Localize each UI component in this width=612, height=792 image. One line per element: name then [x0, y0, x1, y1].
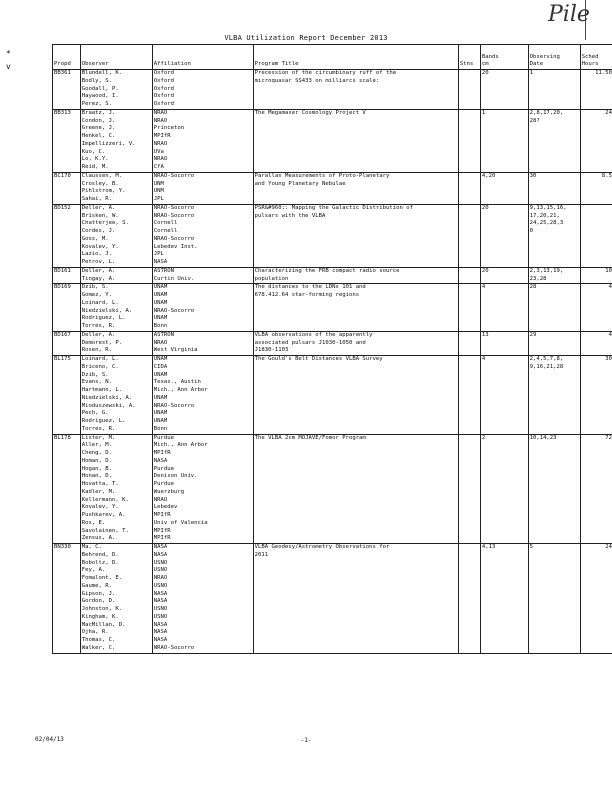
cell-observers-line: Hovatta, T.	[81, 481, 119, 487]
cell-observers-line: Ojha, R.	[81, 629, 109, 636]
cell-affiliations	[152, 70, 253, 110]
cell-affiliations	[152, 204, 253, 267]
cell-observers-line: Aller, M.	[81, 442, 113, 449]
cell-affiliations-line: NASA	[153, 457, 168, 464]
cell-dates-line: 24,25,28,3	[529, 220, 564, 227]
cell-dates	[528, 70, 580, 110]
cell-bands: 20	[480, 204, 528, 267]
cell-affiliations-line: NASA	[153, 637, 168, 643]
cell-program-title	[253, 284, 458, 332]
cell-bands: 4,20	[480, 172, 528, 204]
cell-affiliations-line: NRAO	[153, 156, 168, 163]
cell-bands: 4	[480, 284, 528, 332]
cell-program-title	[253, 356, 458, 435]
cell-program-title-line: PSR&#960;: Mapping the Galactic Distribution of	[254, 204, 413, 211]
cell-affiliations-line: NRAO-Socorro	[153, 204, 195, 211]
cell-stns	[458, 172, 480, 204]
cell-program-title-line: Precession of the circumbinary ruff of the	[254, 70, 397, 76]
cell-observers-line: Impellizzeri, V.	[81, 140, 136, 147]
cell-affiliations-line: Purdue	[153, 434, 174, 441]
cell-affiliations-line: Mich., Ann Arbor	[153, 442, 208, 449]
cell-observers	[80, 70, 152, 110]
cell-affiliations-line: UNAM	[153, 410, 168, 417]
cell-program-title	[253, 544, 458, 654]
cell-affiliations-line: NASA	[153, 259, 168, 265]
cell-stns	[458, 267, 480, 284]
cell-observers-line: Lister, M.	[81, 434, 116, 441]
header-dates: Observing Date	[528, 45, 580, 70]
cell-affiliations-line: USNO	[153, 567, 168, 574]
header-bands: Bands cm	[480, 45, 528, 70]
cell-observers-line: Goss, M.	[81, 235, 109, 242]
cell-stns	[458, 109, 480, 172]
cell-hours: 24	[580, 544, 612, 654]
cell-observers	[80, 434, 152, 544]
cell-observers-line: Dzib, S.	[81, 284, 109, 291]
cell-affiliations-line: NRAO-Socorro	[153, 212, 195, 219]
cell-observers-line: Gaume, R.	[81, 582, 113, 589]
cell-dates-line: 9,13,15,16,	[529, 204, 567, 211]
cell-dates	[528, 434, 580, 544]
footer-date: 02/04/13	[35, 736, 64, 743]
cell-affiliations-line: West Virginia	[153, 347, 198, 354]
cell-program-title	[253, 434, 458, 544]
cell-stns	[458, 331, 480, 355]
cell-observers-line: Kovalev, Y.	[81, 243, 119, 250]
cell-dates-line: 2,4,5,7,8,	[529, 356, 564, 362]
cell-affiliations-line: NRAO	[153, 496, 168, 503]
cell-observers-line: Torres, R.	[81, 425, 116, 432]
margin-mark: *	[6, 49, 11, 58]
cell-program-title-line: VLBA observations of the apparently	[254, 331, 373, 338]
cell-observers-line: Kadler, M.	[81, 488, 116, 495]
cell-program-title-line: Parallax Measurements of Proto-Planetary	[254, 172, 390, 179]
cell-affiliations-line: Princeton	[153, 125, 185, 132]
cell-dates	[528, 109, 580, 172]
cell-observers-line: Perez, S.	[81, 101, 113, 107]
cell-affiliations-line: NASA	[153, 551, 168, 558]
cell-observers-line: Deller, A.	[81, 331, 116, 338]
cell-affiliations-line: NRAO-Socorro	[153, 644, 195, 651]
cell-program-title-line: Characterizing the FRB compact radio source	[254, 267, 400, 274]
cell-stns	[458, 544, 480, 654]
margin-marks	[6, 47, 11, 73]
cell-observers-line: Fomalont, E.	[81, 575, 123, 581]
cell-bands: 4	[480, 356, 528, 435]
cell-observers-line: Cordes, J.	[81, 228, 116, 234]
cell-hours	[580, 204, 612, 267]
cell-dates-line: 30	[529, 172, 537, 179]
cell-observers-line: Bodly, S.	[81, 77, 113, 84]
cell-proposal: BC170	[53, 172, 81, 204]
cell-dates-line: 29	[529, 331, 537, 338]
cell-program-title-line: The distances to the LDNs 101 and	[254, 284, 366, 291]
cell-dates	[528, 331, 580, 355]
table-row	[53, 544, 612, 654]
cell-affiliations-line: Denison Univ.	[153, 473, 198, 480]
cell-observers-line: Savolainen, T.	[81, 527, 129, 534]
cell-observers-line: Demorest, P.	[81, 339, 123, 346]
cell-affiliations-line: UNM	[153, 180, 164, 187]
cell-proposal: BD167	[53, 331, 81, 355]
cell-hours: 24	[580, 109, 612, 172]
cell-observers-line: Deller, A.	[81, 267, 116, 274]
cell-affiliations-line: NASA	[153, 621, 168, 628]
cell-observers-line: Henkel, C.	[81, 133, 116, 139]
cell-dates-line: 9,16,21,28	[529, 363, 564, 370]
cell-affiliations-line: Univ of Valencia	[153, 519, 208, 526]
header-hours: Sched Hours	[580, 45, 612, 70]
header-title: Program Title	[253, 45, 458, 70]
document-title: VLBA Utilization Report December 2013	[224, 34, 388, 42]
cell-affiliations-line: USNO	[153, 559, 168, 566]
cell-observers-line: Johnston, K.	[81, 606, 123, 612]
cell-observers-line: Kellermann, K.	[81, 496, 129, 503]
cell-affiliations-line: Bonn	[153, 425, 168, 432]
cell-bands: 20	[480, 70, 528, 110]
cell-affiliations-line: UNM	[153, 188, 164, 195]
cell-affiliations-line: USNO	[153, 613, 168, 620]
cell-dates-line: 23,28	[529, 275, 547, 282]
table-row	[53, 204, 612, 267]
table-row	[53, 109, 612, 172]
table-header-row	[53, 45, 612, 70]
cell-affiliations-line: UNAM	[153, 315, 168, 322]
cell-affiliations	[152, 284, 253, 332]
page-number: -1-	[300, 737, 312, 744]
cell-affiliations	[152, 267, 253, 284]
cell-dates	[528, 284, 580, 332]
cell-proposal: BD161	[53, 267, 81, 284]
cell-observers	[80, 267, 152, 284]
table-row	[53, 284, 612, 332]
cell-affiliations-line: NASA	[153, 598, 168, 605]
cell-observers-line: Briceno, C.	[81, 363, 119, 370]
cell-stns	[458, 204, 480, 267]
cell-affiliations	[152, 434, 253, 544]
cell-observers	[80, 331, 152, 355]
cell-affiliations-line: UNAM	[153, 299, 168, 306]
cell-bands: 20	[480, 267, 528, 284]
cell-program-title-line: associated pulsars J1030-1050 and	[254, 339, 366, 346]
cell-stns	[458, 70, 480, 110]
cell-observers-line: Greene, J.	[81, 125, 116, 132]
cell-observers-line: Loinard, L.	[81, 299, 119, 306]
cell-observers-line: Deller, A.	[81, 204, 116, 211]
cell-observers-line: Loinard, L.	[81, 356, 119, 362]
cell-proposal: BB313	[53, 109, 81, 172]
header-stns: Stns	[458, 45, 480, 70]
cell-affiliations-line: NASA	[153, 629, 168, 636]
cell-hours: 11.50	[580, 70, 612, 110]
cell-observers-line: Condon, J.	[81, 117, 116, 124]
handwritten-annotation: Pile	[548, 2, 590, 27]
cell-observers-line: Brisken, W.	[81, 212, 119, 219]
cell-affiliations-line: UNAM	[153, 394, 168, 401]
cell-affiliations-line: Texas., Austin	[153, 379, 201, 386]
cell-observers-line: Niedzielski, A.	[81, 394, 133, 401]
cell-dates	[528, 204, 580, 267]
cell-program-title	[253, 331, 458, 355]
cell-bands: 4,13	[480, 544, 528, 654]
cell-affiliations-line: Lebedev Inst.	[153, 243, 198, 250]
cell-affiliations-line: MPIfR	[153, 133, 171, 139]
cell-proposal: BB361	[53, 70, 81, 110]
cell-stns	[458, 434, 480, 544]
cell-affiliations-line: NRAO	[153, 575, 168, 581]
cell-observers-line: Chatterjee, S.	[81, 220, 129, 227]
cell-hours: 10	[580, 267, 612, 284]
cell-affiliations-line: UNAM	[153, 356, 168, 362]
cell-affiliations-line: MPIfR	[153, 527, 171, 534]
cell-dates-line: 2,3,13,19,	[529, 267, 564, 274]
cell-affiliations-line: CfA	[153, 164, 164, 170]
cell-observers-line: Ma, C.	[81, 544, 102, 550]
cell-hours: 4	[580, 284, 612, 332]
cell-observers-line: Tingay, A.	[81, 275, 116, 282]
cell-observers-line: Evans, N.	[81, 379, 113, 386]
cell-affiliations-line: Purdue	[153, 481, 174, 487]
cell-observers	[80, 356, 152, 435]
cell-affiliations-line: NASA	[153, 544, 168, 550]
cell-program-title-line: and Young Planetary Nebulae	[254, 180, 346, 187]
cell-observers-line: Cheng, D.	[81, 450, 113, 456]
cell-affiliations	[152, 356, 253, 435]
cell-bands: 13	[480, 331, 528, 355]
cell-affiliations-line: UVa	[153, 148, 164, 155]
cell-affiliations-line: MPIfR	[153, 512, 171, 518]
cell-observers	[80, 204, 152, 267]
cell-stns	[458, 284, 480, 332]
cell-affiliations-line: NRAO-Socorro	[153, 172, 195, 179]
cell-observers-line: Rodriguez, L.	[81, 315, 126, 322]
cell-program-title	[253, 204, 458, 267]
cell-dates-line: 1	[529, 70, 533, 76]
cell-observers-line: Lazio, J.	[81, 251, 113, 258]
cell-program-title	[253, 70, 458, 110]
cell-dates	[528, 172, 580, 204]
cell-affiliations-line: NRAO	[153, 339, 168, 346]
cell-dates-line: 0	[529, 228, 533, 234]
cell-dates	[528, 356, 580, 435]
cell-affiliations-line: NRAO	[153, 140, 168, 147]
cell-observers-line: Ros, E.	[81, 519, 106, 526]
cell-observers-line: Honan, D.	[81, 473, 113, 480]
cell-affiliations-line: Mich., Ann Arbor	[153, 387, 208, 393]
cell-observers-line: Hartmann, L.	[81, 387, 123, 393]
cell-affiliations-line: Lebedev	[153, 504, 178, 511]
cell-dates-line: 10,14,23	[529, 434, 557, 441]
cell-observers-line: Dzib, S.	[81, 371, 109, 378]
cell-dates	[528, 544, 580, 654]
cell-observers-line: Pihlstrom, Y.	[81, 188, 126, 195]
cell-affiliations-line: Oxford	[153, 101, 174, 107]
cell-observers-line: Gomez, Y.	[81, 292, 113, 298]
cell-observers-line: Braatz, J.	[81, 109, 116, 116]
cell-proposal: BD169	[53, 284, 81, 332]
cell-observers-line: Pech, G.	[81, 410, 109, 417]
cell-affiliations-line: UNAM	[153, 284, 168, 291]
cell-hours: 30	[580, 356, 612, 435]
cell-affiliations-line: Oxford	[153, 85, 174, 92]
cell-program-title	[253, 172, 458, 204]
cell-observers-line: Behrend, D.	[81, 551, 119, 558]
cell-affiliations-line: JPL	[153, 196, 164, 202]
cell-affiliations-line: ASTRON	[153, 331, 174, 338]
cell-observers-line: Kuo, C.	[81, 148, 106, 155]
cell-observers-line: MacMillan, D.	[81, 621, 126, 628]
cell-observers-line: Claussen, M.	[81, 172, 123, 179]
cell-affiliations-line: NRAO	[153, 109, 168, 116]
cell-dates	[528, 267, 580, 284]
cell-affiliations-line: Bonn	[153, 323, 168, 329]
cell-observers	[80, 284, 152, 332]
table-row	[53, 434, 612, 544]
cell-program-title-line: pulsars with the VLBA	[254, 212, 326, 219]
cell-affiliations	[152, 109, 253, 172]
cell-observers-line: Fey, A.	[81, 567, 106, 574]
cell-program-title-line: 678.412.64 star-forming regions	[254, 292, 360, 298]
cell-observers-line: Kingham, K.	[81, 613, 119, 620]
cell-affiliations-line: NRAO-Socorro	[153, 307, 195, 314]
cell-observers-line: Gipson, J.	[81, 590, 116, 597]
cell-observers-line: Rosen, R.	[81, 347, 113, 354]
cell-observers	[80, 172, 152, 204]
cell-observers	[80, 544, 152, 654]
cell-program-title-line: population	[254, 275, 289, 282]
cell-affiliations-line: Curtin Univ.	[153, 275, 195, 282]
cell-bands: 2	[480, 434, 528, 544]
cell-stns	[458, 356, 480, 435]
cell-observers-line: Sahai, R.	[81, 196, 113, 202]
cell-observers-line: Crosley, B.	[81, 180, 119, 187]
cell-affiliations-line: CIDA	[153, 363, 168, 370]
cell-observers-line: Homan, D.	[81, 457, 113, 464]
header-proposal: Propd	[53, 45, 81, 70]
cell-proposal: BL178	[53, 434, 81, 544]
cell-affiliations-line: USNO	[153, 582, 168, 589]
table-row	[53, 331, 612, 355]
cell-dates-line: 28	[529, 284, 537, 291]
cell-affiliations-line: Wuerzburg	[153, 488, 185, 495]
cell-hours: 4	[580, 331, 612, 355]
cell-affiliations	[152, 331, 253, 355]
cell-proposal: BN330	[53, 544, 81, 654]
cell-affiliations-line: NRAO-Socorro	[153, 402, 195, 409]
cell-observers-line: Gordon, D.	[81, 598, 116, 605]
cell-observers-line: Torres, R.	[81, 323, 116, 329]
cell-observers-line: Mioduszewski, A.	[81, 402, 136, 409]
cell-affiliations-line: Cornell	[153, 228, 178, 234]
cell-hours: 8.5	[580, 172, 612, 204]
cell-observers-line: Haywood, I.	[81, 93, 119, 100]
cell-affiliations-line: ASTRON	[153, 267, 174, 274]
header-observer: Observer	[80, 45, 152, 70]
cell-program-title-line: The VLBA 2cm MOJAVE/Fomor Program	[254, 434, 366, 441]
cell-observers-line: Walker, C.	[81, 644, 116, 651]
cell-observers-line: Pushkarev, A.	[81, 512, 126, 518]
cell-affiliations-line: NRAO-Socorro	[153, 235, 195, 242]
cell-bands: 1	[480, 109, 528, 172]
cell-observers	[80, 109, 152, 172]
cell-program-title-line: The Gould's Belt Distances VLBA Survey	[254, 356, 383, 362]
cell-affiliations	[152, 544, 253, 654]
cell-program-title-line: 2011	[254, 551, 269, 558]
cell-program-title-line: VLBA Geodesy/Astrometry Observations for	[254, 544, 390, 550]
cell-dates-line: 17,20,21,	[529, 212, 560, 219]
cell-program-title-line: microquasar SS433 on milliarcs scale:	[254, 77, 380, 84]
cell-program-title-line: J1830-1103	[254, 347, 289, 354]
cell-observers-line: Reid, M.	[81, 164, 109, 170]
cell-hours: 72	[580, 434, 612, 544]
header-affiliation: Affiliation	[152, 45, 253, 70]
margin-mark: v	[6, 62, 11, 71]
cell-affiliations-line: Oxford	[153, 70, 174, 76]
cell-dates-line: 28?	[529, 117, 540, 124]
cell-program-title	[253, 109, 458, 172]
table-row	[53, 172, 612, 204]
cell-affiliations-line: Oxford	[153, 93, 174, 100]
table-row	[53, 356, 612, 435]
cell-affiliations-line: UNAM	[153, 371, 168, 378]
cell-observers-line: Lo, K.Y.	[81, 156, 109, 163]
cell-observers-line: Zensus, A.	[81, 535, 116, 542]
cell-dates-line: 2,8,17,20,	[529, 109, 564, 116]
cell-observers-line: Thomas, C.	[81, 637, 116, 643]
cell-affiliations-line: Oxford	[153, 77, 174, 84]
cell-affiliations-line: NRAO	[153, 117, 168, 124]
table-row	[53, 267, 612, 284]
cell-affiliations-line: MPIfR	[153, 535, 171, 542]
utilization-table	[52, 44, 612, 654]
cell-observers-line: Rodriguez, L.	[81, 418, 126, 424]
cell-proposal: BL175	[53, 356, 81, 435]
cell-affiliations-line: MPIfR	[153, 450, 171, 456]
cell-affiliations-line: UNAM	[153, 418, 168, 424]
cell-affiliations-line: USNO	[153, 606, 168, 612]
cell-observers-line: Petrov, L.	[81, 259, 116, 265]
cell-observers-line: Niedzielski, A.	[81, 307, 133, 314]
cell-affiliations-line: NASA	[153, 590, 168, 597]
cell-program-title	[253, 267, 458, 284]
table-row	[53, 70, 612, 110]
cell-observers-line: Blundell, K.	[81, 70, 123, 76]
cell-affiliations-line: Purdue	[153, 465, 174, 472]
cell-affiliations-line: UNAM	[153, 292, 168, 298]
cell-affiliations	[152, 172, 253, 204]
cell-affiliations-line: JPL	[153, 251, 164, 258]
cell-program-title-line: The Megamaser Cosmology Project V	[254, 109, 366, 116]
cell-observers-line: Hogan, B.	[81, 465, 113, 472]
cell-affiliations-line: Cornell	[153, 220, 178, 227]
cell-dates-line: 5	[529, 544, 533, 550]
cell-proposal: BD152	[53, 204, 81, 267]
cell-observers-line: Kovalev, Y.	[81, 504, 119, 511]
cell-observers-line: Goodall, P.	[81, 85, 119, 92]
cell-observers-line: Boboltz, D.	[81, 559, 119, 566]
